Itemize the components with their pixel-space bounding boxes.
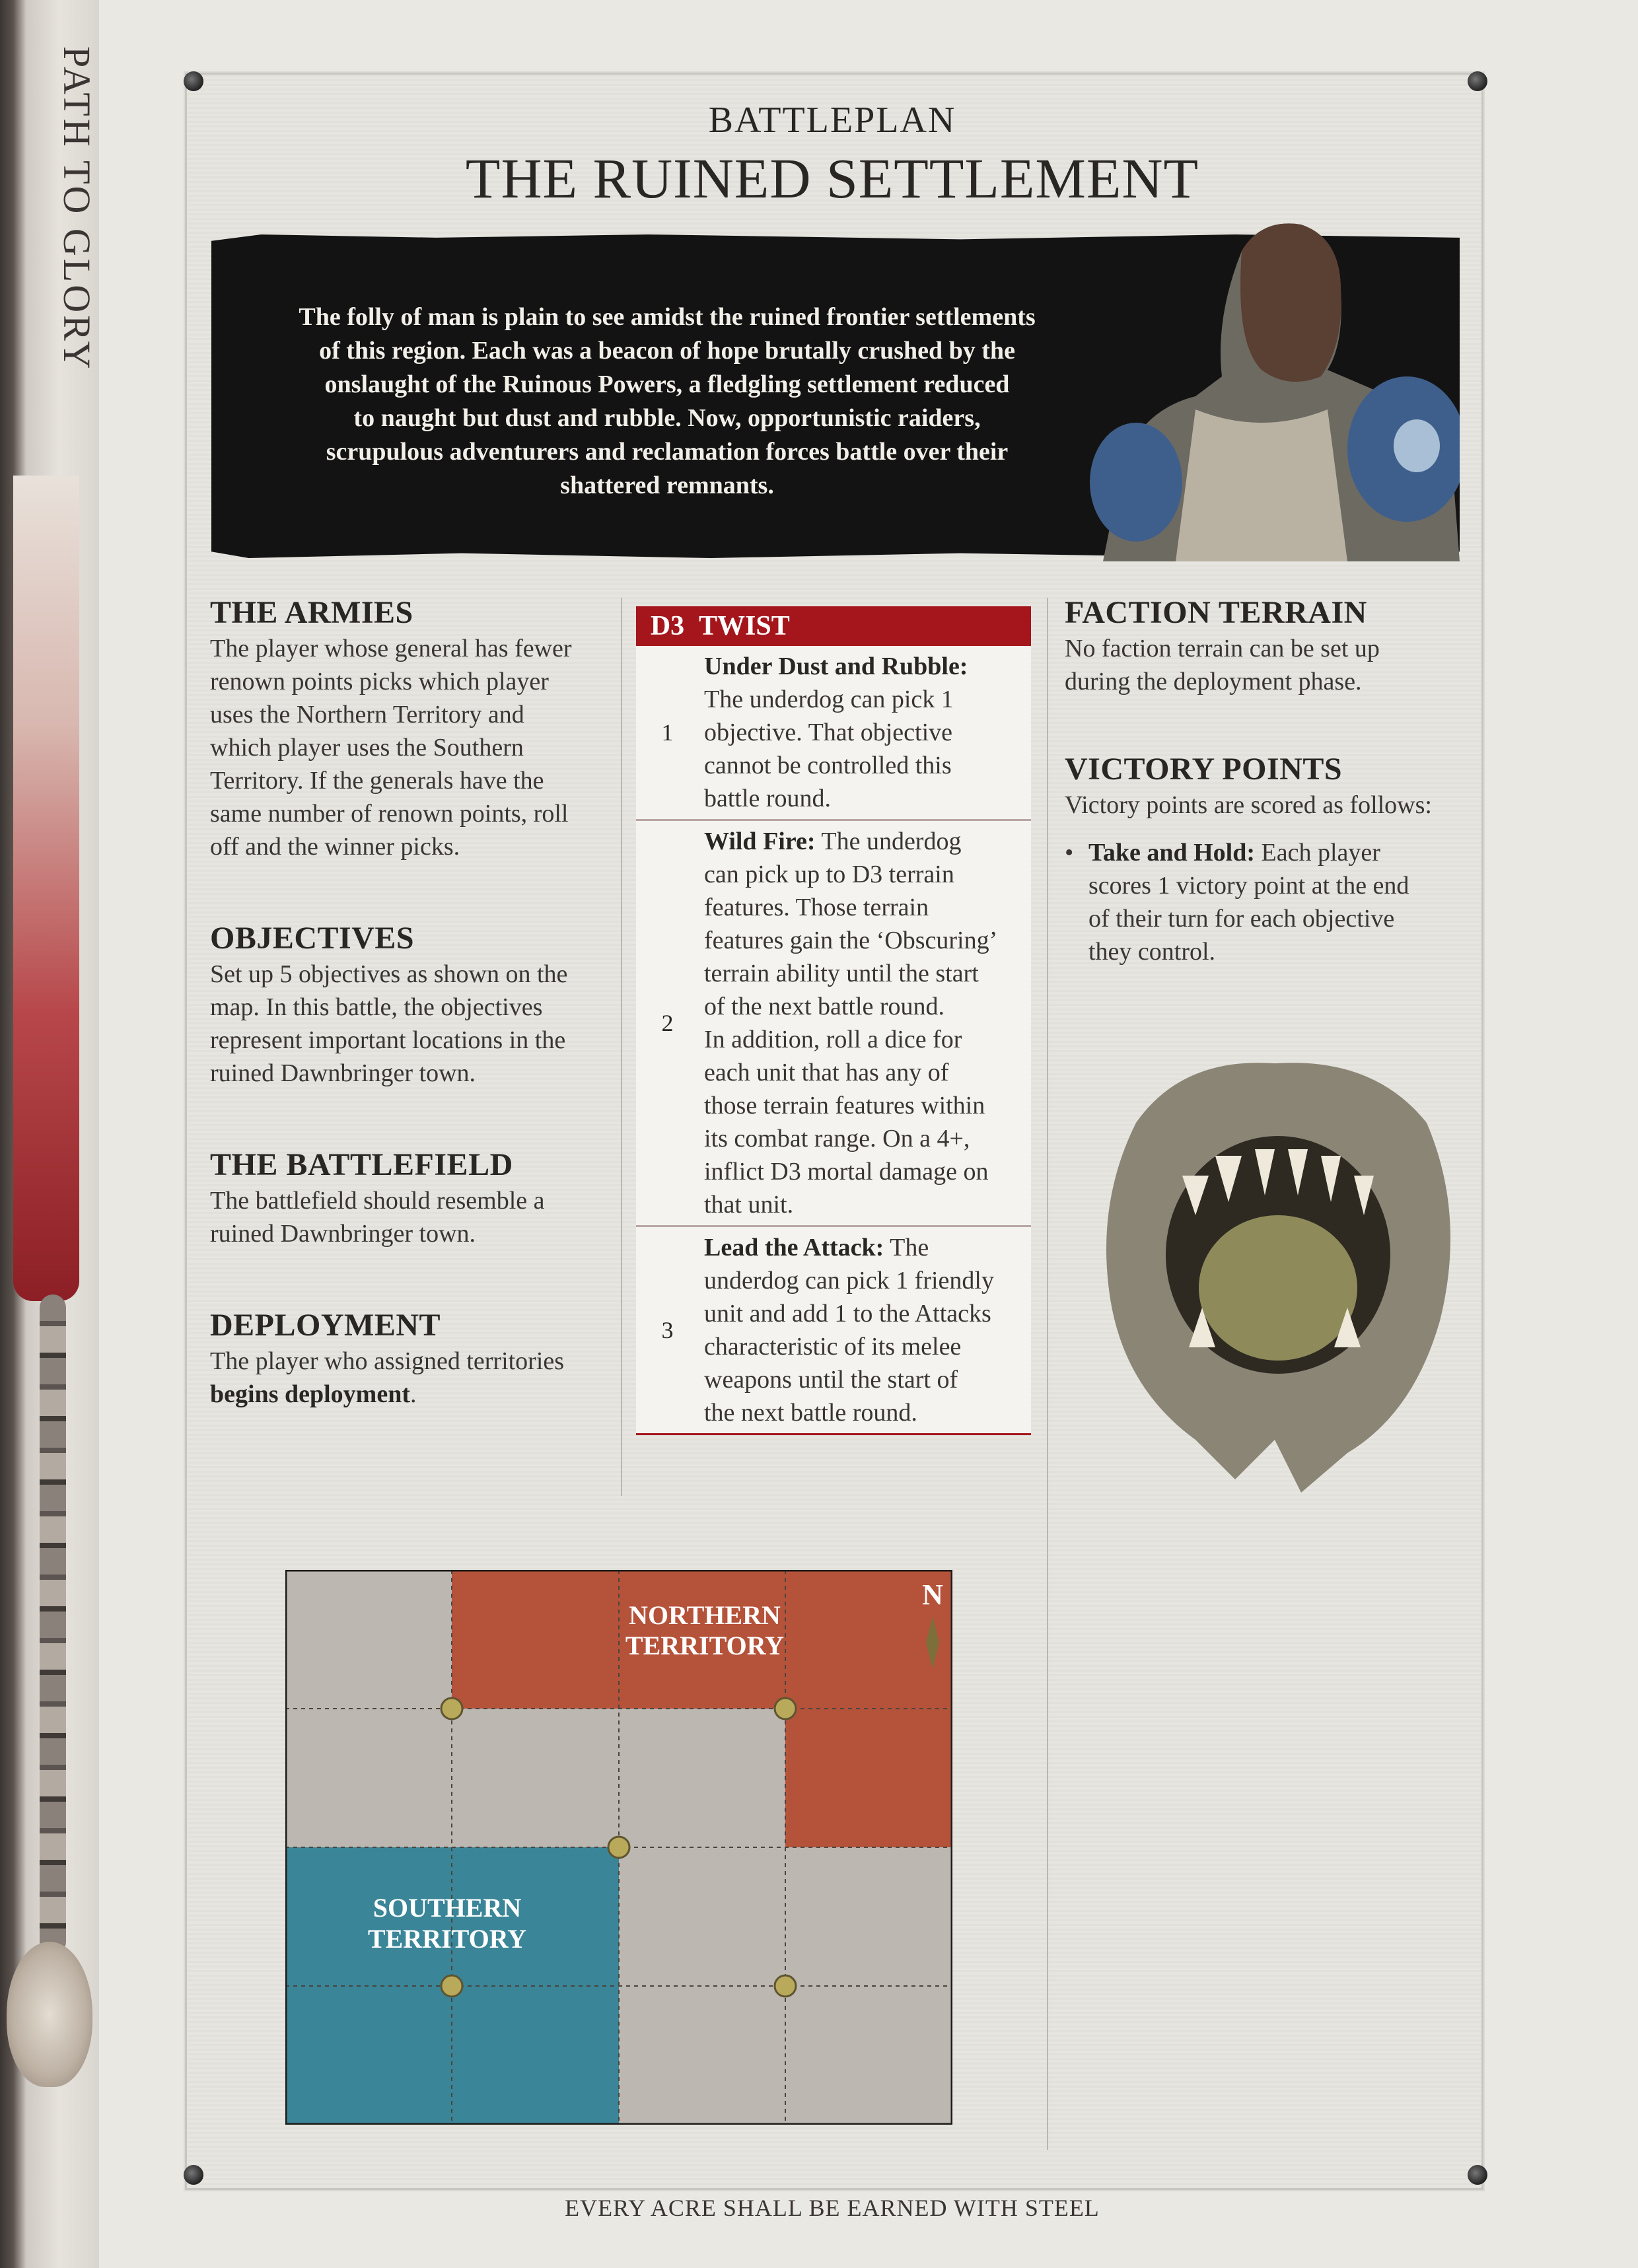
victory-points-section: [1065, 751, 1461, 968]
page-footer: EVERY ACRE SHALL BE EARNED WITH STEEL: [565, 2195, 1100, 2221]
victory-points-intro: Victory points are scored as follows:: [1065, 791, 1432, 819]
southern-territory-label: SOUTHERN: [373, 1893, 522, 1923]
rivet-icon: [1468, 2165, 1487, 2185]
armies-text: The player whose general has fewer renown points picks which player uses the Northern Territory and which player uses the Southern Territory. If the generals have the same number of renown points, roll off and the winner picks.: [210, 635, 572, 861]
faction-terrain-section: [1065, 594, 1461, 698]
armies-heading: THE ARMIES: [210, 595, 413, 630]
southern-territory-label: TERRITORY: [367, 1924, 527, 1954]
page-title: THE RUINED SETTLEMENT: [465, 147, 1199, 210]
warrior-illustration: [1063, 211, 1460, 561]
objective-marker-icon: [775, 1698, 796, 1719]
column-divider: [621, 598, 622, 1496]
objectives-heading: OBJECTIVES: [210, 921, 415, 956]
battlefield-heading: THE BATTLEFIELD: [210, 1147, 513, 1182]
objective-marker-icon: [441, 1698, 462, 1719]
take-and-hold-bullet: • Take and Hold: Each player scores 1 victory point at the end of their turn for each objective they control.: [1065, 839, 1409, 966]
faction-terrain-heading: FACTION TERRAIN: [1065, 595, 1367, 630]
deployment-text: The player who assigned territories begins deployment.: [210, 1347, 565, 1408]
objective-marker-icon: [608, 1837, 629, 1858]
rivet-icon: [184, 71, 203, 91]
twist-table: [636, 606, 1031, 1435]
left-column: [210, 594, 606, 1411]
objectives-section: [210, 920, 606, 1090]
deployment-section: [210, 1307, 606, 1411]
deployment-map: [285, 1570, 952, 2125]
northern-territory-area: [785, 1709, 952, 1847]
banner-decoration: [13, 476, 79, 1301]
twist-row: 2 Wild Fire: The underdog can pick up to D3 terrain features. Those terrain features gain the ‘Obscuring’ terrain ability until the start of the next battle round. In addition, roll a dice for each unit that has any of those terrain features within its combat range. On a 4+, inflict D3 mortal damage on that unit.: [636, 821, 1031, 1227]
right-column: [1065, 594, 1461, 968]
objective-marker-icon: [441, 1975, 462, 1997]
objective-marker-icon: [775, 1975, 796, 1997]
battlefield-text: The battlefield should resemble a ruined Dawnbringer town.: [210, 1187, 545, 1248]
twist-row: 3 Lead the Attack: The underdog can pick 1 friendly unit and add 1 to the Attacks characteristic of its melee weapons until the start of the next battle round.: [636, 1227, 1031, 1435]
spine-title: PATH TO GLORY: [55, 46, 98, 372]
battleplan-kicker: BATTLEPLAN: [708, 100, 956, 141]
northern-territory-label: NORTHERN: [629, 1600, 781, 1630]
flavour-text: The folly of man is plain to see amidst the ruined frontier settlements of this region. Each was a beacon of hope brutally crushed by the onslaught of the Ruinous Powers, a fledgling settlement reduced to naught but dust and rubble. Now, opportunistic raiders, scrupulous adventurers and reclamation forces battle over their shattered remnants.: [299, 303, 1036, 499]
northern-territory-label: TERRITORY: [625, 1631, 785, 1660]
chain-decoration: [40, 1294, 66, 1955]
column-divider: [1047, 598, 1048, 2150]
skull-decoration: [7, 1942, 92, 2087]
objectives-text: Set up 5 objectives as shown on the map. In this battle, the objectives represent important locations in the ruined Dawnbringer town.: [210, 960, 568, 1087]
faction-terrain-text: No faction terrain can be set up during the deployment phase.: [1065, 635, 1380, 695]
compass-label: N: [922, 1578, 943, 1611]
twist-row: 1 Under Dust and Rubble: The underdog can pick 1 objective. That objective cannot be controlled this battle round.: [636, 646, 1031, 821]
armies-section: [210, 594, 606, 863]
deployment-heading: DEPLOYMENT: [210, 1308, 441, 1343]
monster-maw-illustration: [1083, 1044, 1466, 1493]
rivet-icon: [1468, 71, 1487, 91]
victory-points-heading: VICTORY POINTS: [1065, 752, 1343, 787]
battlefield-section: [210, 1147, 606, 1250]
twist-header: D3 TWIST: [636, 606, 1031, 646]
page-spine: [0, 0, 99, 2268]
rivet-icon: [184, 2165, 203, 2185]
